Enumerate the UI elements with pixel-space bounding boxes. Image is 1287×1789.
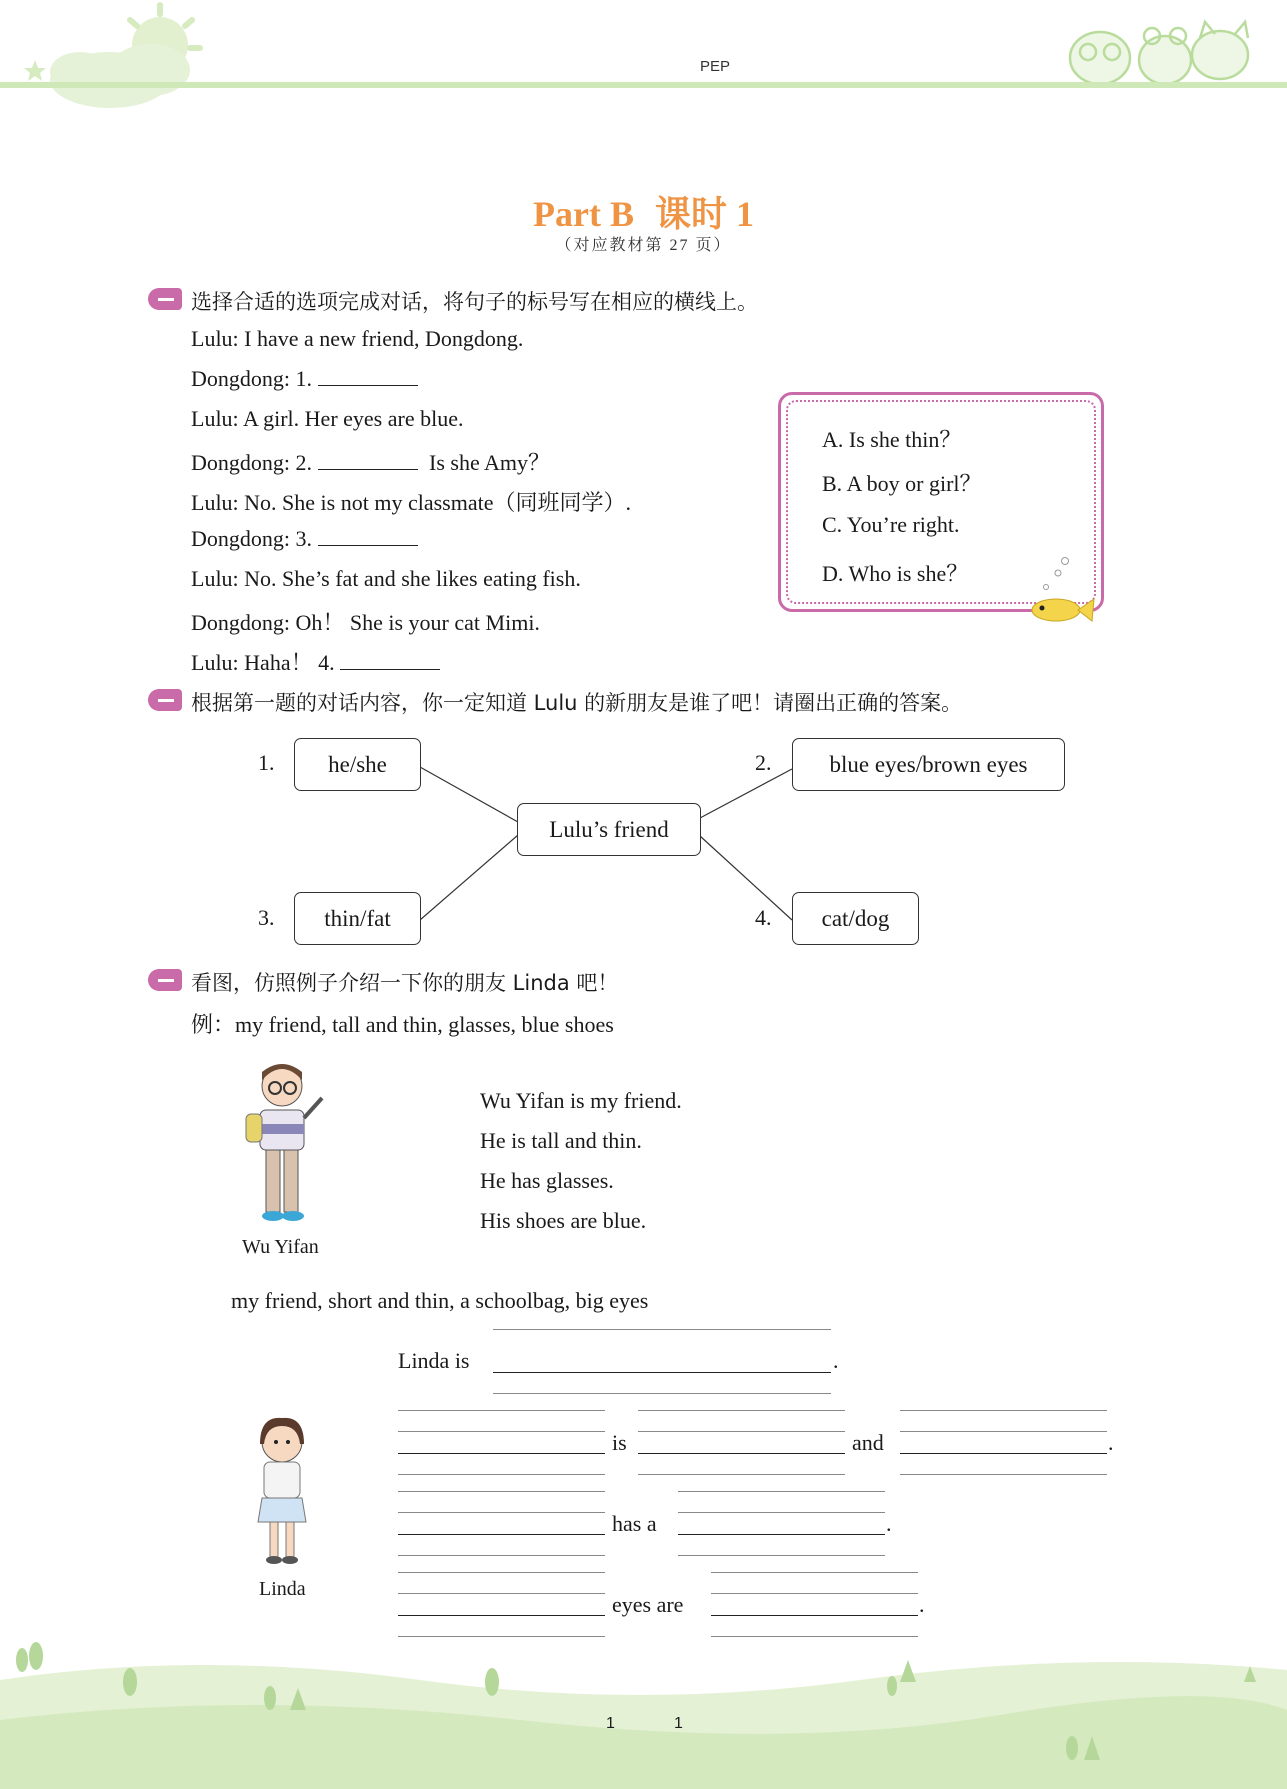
guide-line: [900, 1431, 1107, 1432]
choice-label: thin/fat: [324, 906, 391, 931]
example-sentence-3: He has glasses.: [480, 1168, 614, 1193]
guide-line: [638, 1410, 845, 1411]
choice-label: he/she: [328, 752, 387, 777]
writing-line-3a[interactable]: [398, 1534, 605, 1535]
frame-period: .: [919, 1592, 925, 1617]
frame-period: .: [1108, 1430, 1114, 1455]
example-sentence-1: Wu Yifan is my friend.: [480, 1088, 682, 1113]
guide-line: [638, 1431, 845, 1432]
title-part: Part B: [533, 194, 634, 234]
choice-eye-color[interactable]: [792, 738, 1065, 791]
guide-line: [678, 1491, 885, 1492]
guide-line: [493, 1329, 831, 1330]
section-3-badge: [148, 969, 182, 991]
section-3-instruction: 看图，仿照例子介绍一下你的朋友 Linda 吧！: [191, 971, 619, 995]
girl-illustration: [250, 1410, 330, 1570]
example-sentence-2: He is tall and thin.: [480, 1128, 642, 1153]
mindmap-num-4: 4.: [755, 905, 772, 930]
dialogue-line-8: Dongdong: Oh！ She is your cat Mimi.: [191, 610, 540, 635]
footer-landscape: [0, 1640, 1287, 1789]
frame-period: .: [833, 1348, 839, 1373]
title-lesson: 课时 1: [654, 194, 754, 234]
guide-line: [398, 1572, 605, 1573]
page-number-right: 1: [674, 1715, 683, 1732]
mindmap-num-2: 2.: [755, 750, 772, 775]
frame-linda-is: Linda is: [398, 1348, 470, 1373]
writing-line-2a[interactable]: [398, 1453, 605, 1454]
center-label: Lulu’s friend: [549, 817, 669, 842]
boy-illustration: [240, 1058, 340, 1228]
example-name-caption: Wu Yifan: [242, 1236, 319, 1258]
frame-period: .: [886, 1511, 892, 1536]
dialogue-question: Is she Amy？: [429, 450, 551, 475]
guide-line: [398, 1491, 605, 1492]
choice-cat-dog[interactable]: [792, 892, 919, 945]
guide-line: [678, 1512, 885, 1513]
frame-is: is: [612, 1430, 627, 1455]
example-prompt: 例：my friend, tall and thin, glasses, blue shoes: [191, 1012, 614, 1037]
choice-thin-fat[interactable]: [294, 892, 421, 945]
dialogue-line-5: Lulu: No. She is not my classmate（同班同学）.: [191, 490, 631, 515]
guide-line: [638, 1474, 845, 1475]
guide-line: [711, 1593, 918, 1594]
dialogue-speaker: Dongdong: 2.: [191, 450, 312, 475]
dialogue-line-3: Lulu: A girl. Her eyes are blue.: [191, 406, 464, 431]
guide-line: [398, 1512, 605, 1513]
guide-line: [678, 1555, 885, 1556]
option-d: D. Who is she？: [822, 561, 969, 586]
writing-line-1[interactable]: [493, 1372, 831, 1373]
dialogue-speaker: Dongdong: 3.: [191, 526, 312, 551]
page-number-left: 1: [606, 1715, 615, 1732]
dialogue-line-7: Lulu: No. She’s fat and she likes eating fish.: [191, 566, 581, 591]
center-node: [517, 803, 701, 856]
dialogue-speaker: Dongdong: 1.: [191, 366, 312, 391]
option-b: B. A boy or girl？: [822, 471, 982, 496]
option-c: C. You’re right.: [822, 512, 960, 537]
guide-line: [900, 1410, 1107, 1411]
guide-line: [493, 1393, 831, 1394]
section-2-instruction: 根据第一题的对话内容，你一定知道 Lulu 的新朋友是谁了吧！请圈出正确的答案。: [191, 691, 963, 715]
dialogue-line-1: Lulu: I have a new friend, Dongdong.: [191, 326, 524, 351]
frame-has-a: has a: [612, 1511, 657, 1536]
writing-line-2c[interactable]: [900, 1453, 1107, 1454]
mindmap-num-1: 1.: [258, 750, 275, 775]
example-sentence-4: His shoes are blue.: [480, 1208, 647, 1233]
guide-line: [398, 1474, 605, 1475]
guide-line: [398, 1555, 605, 1556]
writing-line-4a[interactable]: [398, 1615, 605, 1616]
choice-label: blue eyes/brown eyes: [829, 752, 1028, 777]
guide-line: [398, 1593, 605, 1594]
section-1-instruction: 选择合适的选项完成对话，将句子的标号写在相应的横线上。: [191, 290, 758, 314]
choice-he-she[interactable]: [294, 738, 421, 791]
choice-label: cat/dog: [821, 906, 890, 931]
writing-line-3b[interactable]: [678, 1534, 885, 1535]
writing-line-4b[interactable]: [711, 1615, 918, 1616]
dialogue-speaker: Lulu: Haha！ 4.: [191, 650, 335, 675]
guide-line: [711, 1636, 918, 1637]
guide-line: [711, 1572, 918, 1573]
page-subtitle: （对应教材第 27 页）: [555, 237, 732, 254]
writing-line-2b[interactable]: [638, 1453, 845, 1454]
guide-line: [398, 1431, 605, 1432]
header-label: PEP: [700, 58, 731, 75]
frame-eyes-are: eyes are: [612, 1592, 684, 1617]
task-prompt: my friend, short and thin, a schoolbag, big eyes: [231, 1288, 649, 1313]
guide-line: [398, 1636, 605, 1637]
mindmap-num-3: 3.: [258, 905, 275, 930]
frame-and: and: [852, 1430, 884, 1455]
guide-line: [900, 1474, 1107, 1475]
guide-line: [398, 1410, 605, 1411]
option-a: A. Is she thin？: [822, 427, 962, 452]
task-name-caption: Linda: [259, 1578, 306, 1600]
